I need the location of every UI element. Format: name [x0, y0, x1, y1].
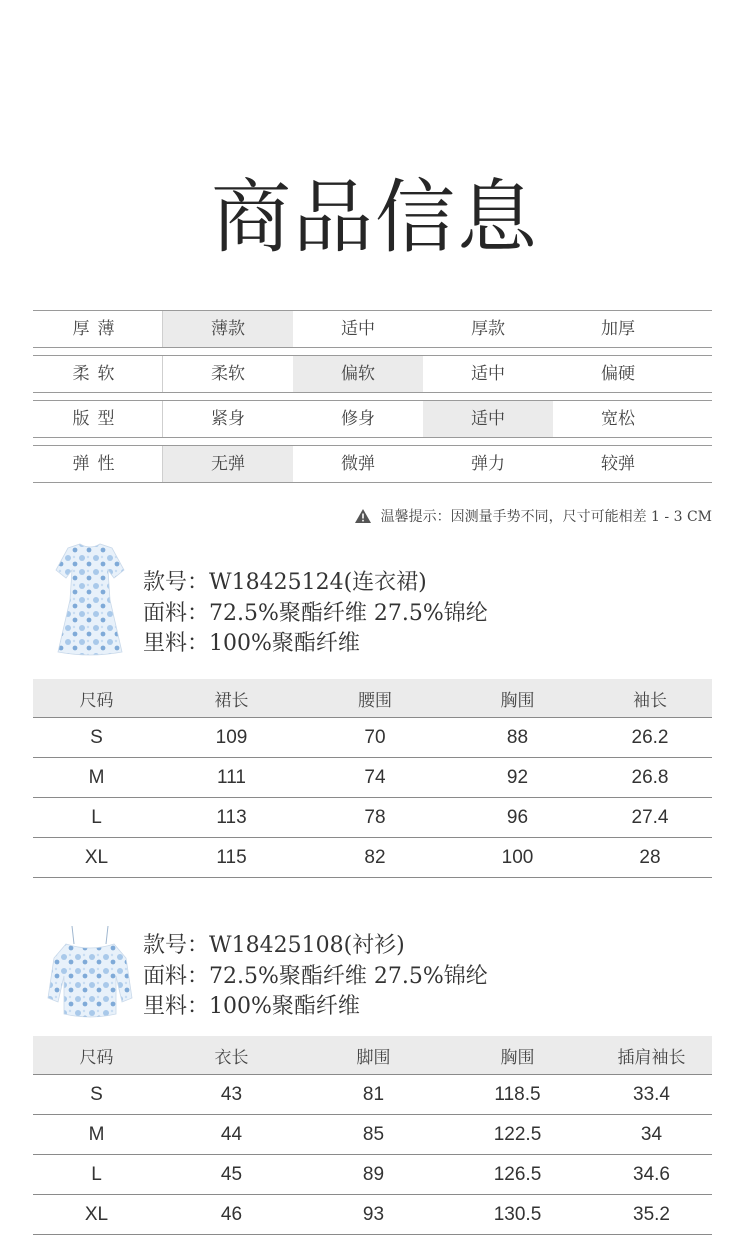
- table-cell: 78: [303, 798, 447, 838]
- attr-option: 偏软: [293, 356, 423, 392]
- table-header: [33, 679, 712, 718]
- attr-option: 修身: [341, 409, 375, 429]
- warning-icon: [355, 509, 371, 523]
- attr-option: 薄款: [163, 311, 293, 347]
- table-cell: 88: [447, 718, 588, 758]
- product-info: [143, 931, 488, 1023]
- column-header: 插肩袖长: [591, 1036, 712, 1075]
- size-cell: L: [33, 1155, 160, 1195]
- attr-option: 适中: [341, 319, 375, 339]
- table-cell: 100: [447, 838, 588, 878]
- table-cell: 122.5: [444, 1115, 591, 1155]
- size-cell: L: [33, 798, 160, 838]
- attr-row-softness: [33, 355, 712, 393]
- table-cell: 28: [588, 838, 712, 878]
- fabric: 面料：72.5%聚酯纤维 27.5%锦纶: [143, 963, 488, 989]
- attr-option: 紧身: [211, 409, 245, 429]
- attr-option: 柔软: [211, 364, 245, 384]
- column-header: 袖长: [588, 679, 712, 718]
- attr-label: 柔软: [33, 356, 163, 392]
- fabric: 面料：72.5%聚酯纤维 27.5%锦纶: [143, 600, 488, 626]
- size-cell: M: [33, 758, 160, 798]
- column-header: 尺码: [33, 1036, 160, 1075]
- table-cell: 96: [447, 798, 588, 838]
- column-header: 胸围: [444, 1036, 591, 1075]
- attr-label: 版型: [33, 401, 163, 437]
- attribute-table: [33, 310, 712, 490]
- size-cell: XL: [33, 838, 160, 878]
- attr-option: 较弹: [601, 454, 635, 474]
- attr-option: 无弹: [163, 446, 293, 482]
- attr-row-thickness: [33, 310, 712, 348]
- table-cell: 93: [303, 1195, 444, 1235]
- attr-option: 厚款: [471, 319, 505, 339]
- table-cell: 44: [160, 1115, 303, 1155]
- table-cell: 26.8: [588, 758, 712, 798]
- table-cell: 118.5: [444, 1075, 591, 1115]
- size-cell: M: [33, 1115, 160, 1155]
- table-row: [33, 1155, 712, 1195]
- page-title: 商品信息: [211, 171, 539, 264]
- table-row: [33, 1115, 712, 1155]
- table-row: [33, 838, 712, 878]
- table-cell: 74: [303, 758, 447, 798]
- size-table-dress: [33, 679, 712, 878]
- table-cell: 85: [303, 1115, 444, 1155]
- table-cell: 46: [160, 1195, 303, 1235]
- column-header: 衣长: [160, 1036, 303, 1075]
- table-cell: 115: [160, 838, 303, 878]
- table-header: [33, 1036, 712, 1075]
- table-cell: 70: [303, 718, 447, 758]
- size-cell: XL: [33, 1195, 160, 1235]
- product-info: [143, 568, 488, 660]
- measurement-notice: [355, 506, 712, 526]
- attr-option: 加厚: [601, 319, 635, 339]
- notice-text: 温馨提示：因测量手势不同，尺寸可能相差 1 - 3 CM: [380, 509, 712, 525]
- table-row: [33, 1195, 712, 1235]
- table-cell: 81: [303, 1075, 444, 1115]
- size-cell: S: [33, 1075, 160, 1115]
- column-header: 尺码: [33, 679, 160, 718]
- table-cell: 43: [160, 1075, 303, 1115]
- table-row: [33, 718, 712, 758]
- table-cell: 34.6: [591, 1155, 712, 1195]
- size-cell: S: [33, 718, 160, 758]
- table-cell: 126.5: [444, 1155, 591, 1195]
- style-number: 款号：W18425124(连衣裙): [143, 570, 427, 595]
- style-number: 款号：W18425108(衬衫): [143, 933, 405, 958]
- attr-option: 宽松: [601, 409, 635, 429]
- attr-label: 厚薄: [33, 311, 163, 347]
- column-header: 脚围: [303, 1036, 444, 1075]
- table-cell: 33.4: [591, 1075, 712, 1115]
- attr-option: 微弹: [341, 454, 375, 474]
- table-cell: 27.4: [588, 798, 712, 838]
- table-cell: 34: [591, 1115, 712, 1155]
- table-cell: 113: [160, 798, 303, 838]
- column-header: 腰围: [303, 679, 447, 718]
- table-cell: 111: [160, 758, 303, 798]
- table-cell: 92: [447, 758, 588, 798]
- table-cell: 26.2: [588, 718, 712, 758]
- size-table-shirt: [33, 1036, 712, 1235]
- table-row: [33, 798, 712, 838]
- dress-image: [50, 540, 130, 658]
- attr-option: 适中: [471, 364, 505, 384]
- column-header: 胸围: [447, 679, 588, 718]
- table-cell: 109: [160, 718, 303, 758]
- attr-option: 适中: [423, 401, 553, 437]
- attr-row-fit: [33, 400, 712, 438]
- table-cell: 130.5: [444, 1195, 591, 1235]
- column-header: 裙长: [160, 679, 303, 718]
- table-cell: 89: [303, 1155, 444, 1195]
- table-cell: 45: [160, 1155, 303, 1195]
- attr-label: 弹性: [33, 446, 163, 482]
- attr-option: 弹力: [471, 454, 505, 474]
- lining: 里料：100%聚酯纤维: [143, 994, 360, 1019]
- table-row: [33, 758, 712, 798]
- table-cell: 35.2: [591, 1195, 712, 1235]
- attr-row-elasticity: [33, 445, 712, 483]
- table-cell: 82: [303, 838, 447, 878]
- shirt-image: [46, 924, 134, 1024]
- table-row: [33, 1075, 712, 1115]
- attr-option: 偏硬: [601, 364, 635, 384]
- lining: 里料：100%聚酯纤维: [143, 631, 360, 656]
